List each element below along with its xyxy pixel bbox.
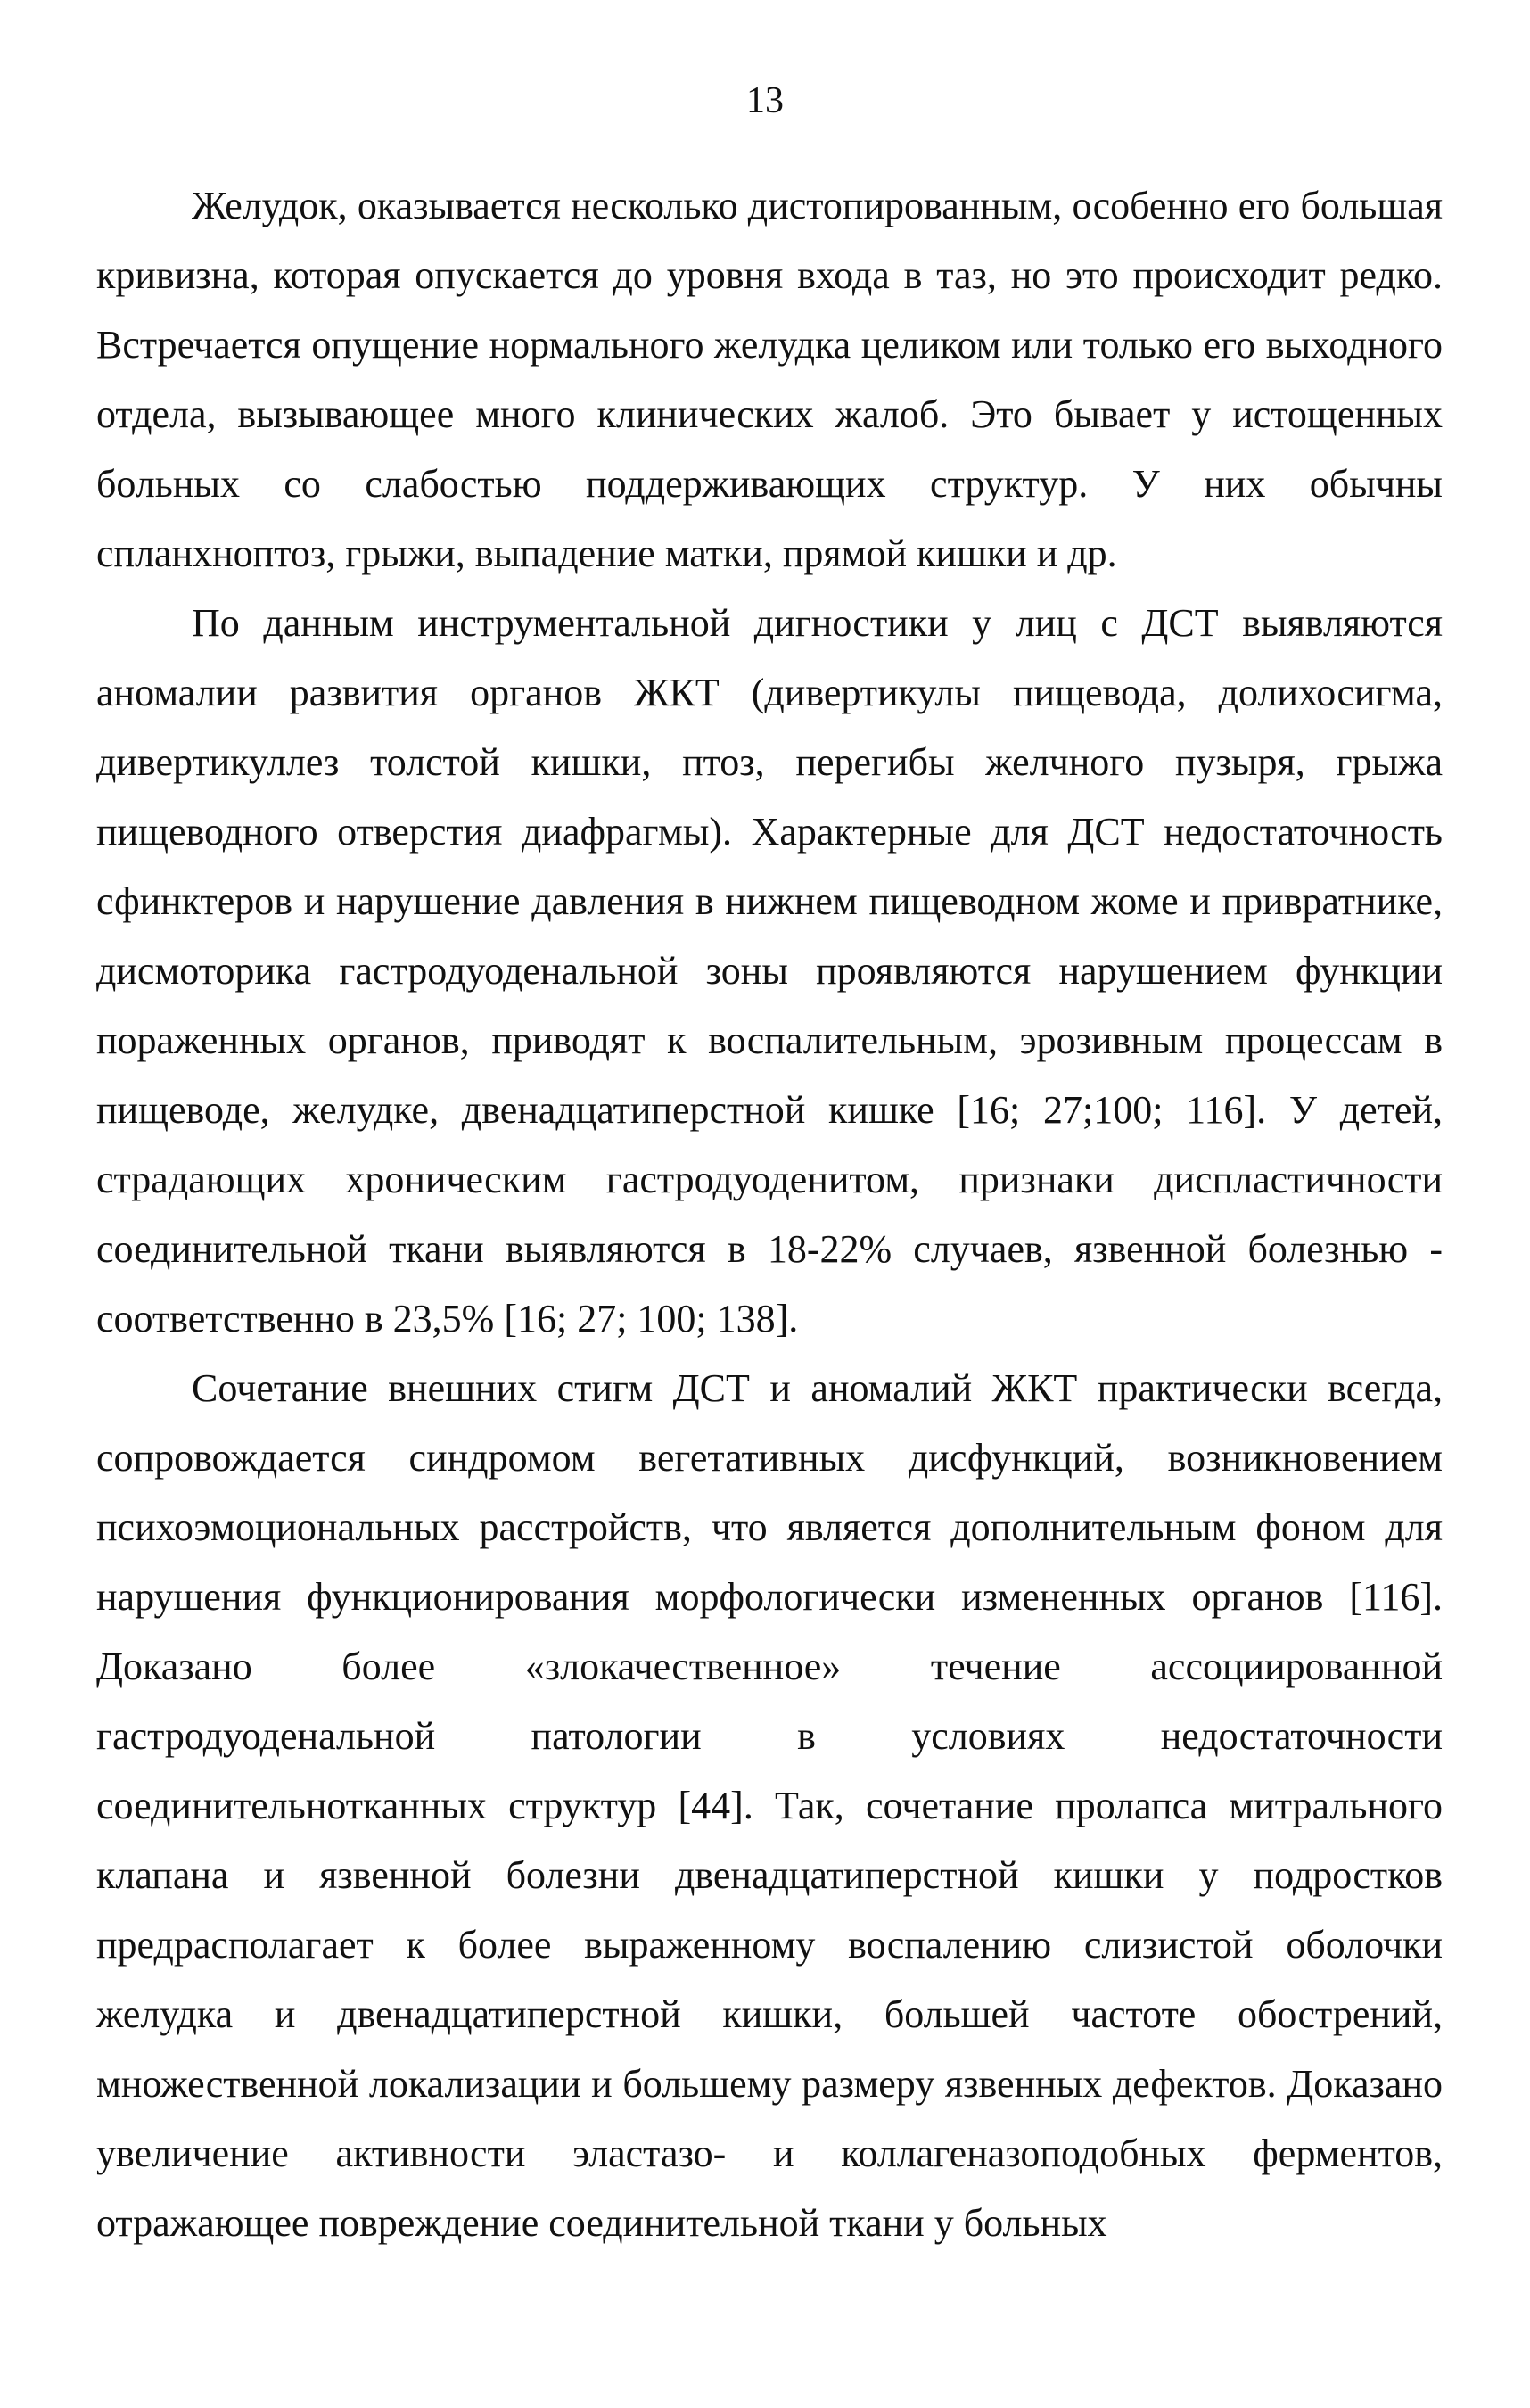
paragraph-stomach-dystopia: Желудок, оказывается несколько дистопированным, особенно его большая кривизна, которая опускается до уровня входа в таз, но это происходит редко. Встречается опущение нормального желудка целиком или только его выходного отдела, вызывающее много клинических жалоб. Это бывает у истощенных больных со слабостью поддерживающих структур. У них обычны спланхноптоз, грыжи, выпадение матки, прямой кишки и др. xyxy=(96,184,1443,575)
document-body xyxy=(96,171,1443,2258)
paragraph-instrumental-diagnostics: По данным инструментальной дигностики у лиц с ДСТ выявляются аномалии развития органов ЖКТ (дивертикулы пищевода, долихосигма, дивертикуллез толстой кишки, птоз, перегибы желчного пузыря, грыжа пищеводного отверстия диафрагмы). Характерные для ДСТ недостаточность сфинктеров и нарушение давления в нижнем пищеводном жоме и привратнике, дисмоторика гастродуоденальной зоны проявляются нарушением функции пораженных органов, приводят к воспалительным, эрозивным процессам в пищеводе, желудке, двенадцатиперстной кишке [16; 27;100; 116]. У детей, страдающих хроническим гастродуоденитом, признаки диспластичности соединительной ткани выявляются в 18-22% случаев, язвенной болезнью - соответственно в 23,5% [16; 27; 100; 138]. xyxy=(96,601,1443,1340)
page-number: 13 xyxy=(746,80,784,121)
paragraph-stigmata-combination: Сочетание внешних стигм ДСТ и аномалий ЖКТ практически всегда, сопровождается синдромом вегетативных дисфункций, возникновением психоэмоциональных расстройств, что является дополнительным фоном для нарушения функционирования морфологически измененных органов [116]. Доказано более «злокачественное» течение ассоциированной гастродуоденальной патологии в условиях недостаточности соединительнотканных структур [44]. Так, сочетание пролапса митрального клапана и язвенной болезни двенадцатиперстной кишки у подростков предрасполагает к более выраженному воспалению слизистой оболочки желудка и двенадцатиперстной кишки, большей частоте обострений, множественной локализации и большему размеру язвенных дефектов. Доказано увеличение активности эластазо- и коллагеназоподобных ферментов, отражающее повреждение соединительной ткани у больных xyxy=(96,1366,1443,2245)
